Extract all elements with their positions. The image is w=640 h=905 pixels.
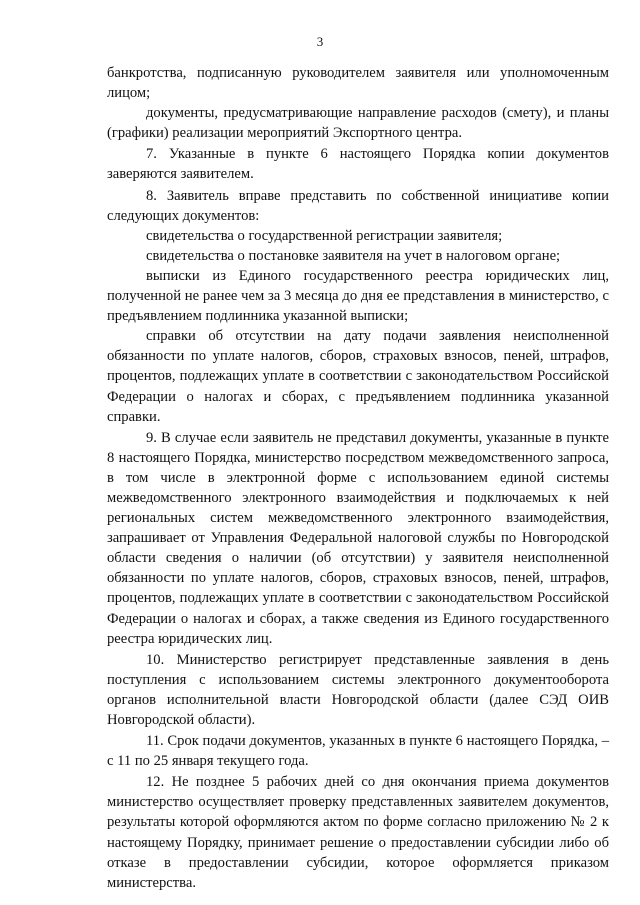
- list-item-tax-registration-certificate: свидетельства о постановке заявителя на учет в налоговом органе;: [146, 247, 561, 264]
- page-number: 3: [316, 34, 324, 49]
- list-item-registry-extract: выписки из Единого государственного реестра юридических лиц, полученной не ранее чем за 3 месяца до дня ее представления в министерство, с предъявлением подлинника указанной выписки;: [107, 267, 609, 325]
- document-body: [107, 63, 609, 893]
- paragraph-bankruptcy-continuation: банкротства, подписанную руководителем заявителя или уполномоченным лицом;: [107, 65, 609, 102]
- paragraph-item-10: 10. Министерство регистрирует представленные заявления в день поступления с использованием системы электронного документооборота органов исполнительной власти Новгородской области (далее СЭД ОИВ Новгородской области).: [107, 651, 609, 728]
- paragraph-item-12: 12. Не позднее 5 рабочих дней со дня окончания приема документов министерство осуществляет проверку представленных заявителем документов, результаты которой оформляются актом по форме согласно приложению № 2 к настоящему Порядку, принимает решение о предоставлении субсидии либо об отказе в предоставлении субсидии, которое оформляется приказом министерства.: [107, 774, 609, 891]
- paragraph-item-8: 8. Заявитель вправе представить по собственной инициативе копии следующих документов:: [107, 187, 609, 224]
- list-item-tax-debt-certificate: справки об отсутствии на дату подачи заявления неисполненной обязанности по уплате налогов, сборов, страховых взносов, пеней, штрафов, процентов, подлежащих уплате в соответствии с законодательством Российской Федерации о налогах и сборах, с предъявлением подлинника указанной справки.: [107, 328, 609, 425]
- paragraph-item-11: 11. Срок подачи документов, указанных в пункте 6 настоящего Порядка, – с 11 по 25 января текущего года.: [107, 733, 609, 770]
- paragraph-item-7: 7. Указанные в пункте 6 настоящего Порядка копии документов заверяются заявителем.: [107, 146, 609, 183]
- list-item-registration-certificate: свидетельства о государственной регистрации заявителя;: [146, 227, 503, 244]
- paragraph-item-9: 9. В случае если заявитель не представил документы, указанные в пункте 8 настоящего Порядка, министерство посредством межведомственного запроса, в том числе в электронной форме с использованием единой системы межведомственного электронного взаимодействия и подключаемых к ней региональных систем межведомственного электронного взаимодействия, запрашивает от Управления Федеральной налоговой службы по Новгородской области сведения о наличии (об отсутствии) у заявителя неисполненной обязанности по уплате налогов, сборов, страховых взносов, пеней, штрафов, процентов, подлежащих уплате в соответствии с законодательством Российской Федерации о налогах и сборах, а также сведения из Единого государственного реестра юридических лиц.: [107, 429, 609, 647]
- paragraph-expense-documents: документы, предусматривающие направление расходов (смету), и планы (графики) реализации мероприятий Экспортного центра.: [107, 105, 609, 142]
